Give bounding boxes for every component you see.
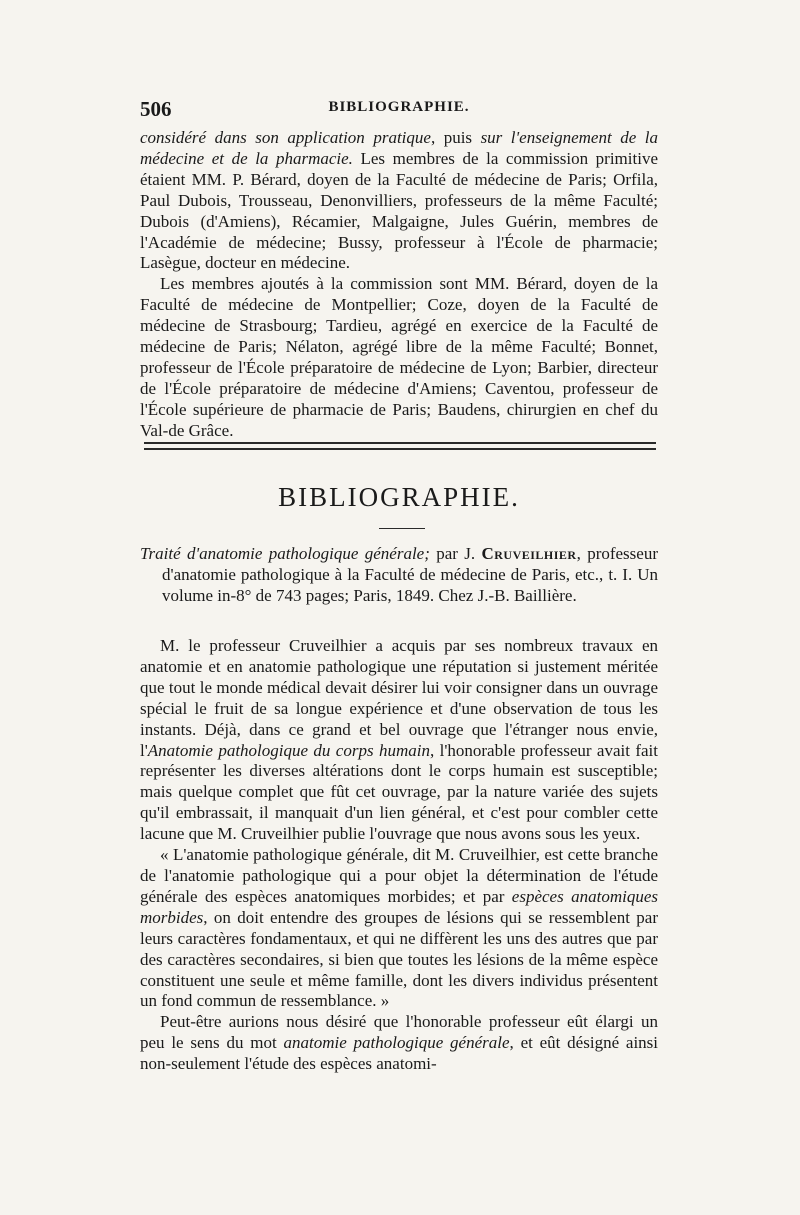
review-paragraph-2 xyxy=(140,845,658,1012)
commission-text xyxy=(140,128,658,442)
text-run: , l'honorable professeur avait fait représenter les diverses altérations dont le corps humain est susceptible; mais quelque complet que fût cet ouvrage, par la nature variée des sujets qu'il embrassait, il manquait d'un lien général, et c'est pour combler cette lacune que M. Cruveilhier publie l'ouvrage que nous avons sous les yeux. xyxy=(140,740,658,844)
running-title: BIBLIOGRAPHIE. xyxy=(328,99,470,115)
commission-paragraph-2: Les membres ajoutés à la commission sont MM. Bérard, doyen de la Faculté de médecine de Montpellier; Coze, doyen de la Faculté de médecine de Strasbourg; Tardieu, agrégé en exercice de la Faculté de médecine de Paris; Nélaton, agrégé libre de la même Faculté; Bonnet, professeur de l'École préparatoire de médecine de Lyon; Barbier, directeur de l'École préparatoire de médecine d'Amiens; Caventou, professeur de l'École supérieure de pharmacie de Paris; Baudens, chirurgien en chef du Val-de Grâce. xyxy=(140,274,658,440)
italic-phrase: anatomie pathologique générale xyxy=(283,1033,510,1053)
reference-details: , professeur d'anatomie pathologique à la Faculté de médecine de Paris, etc., t. I. Un volume in-8° de 743 pages; Paris, 1849. Chez J.-B. Baillière. xyxy=(162,544,658,605)
text-run: par J. xyxy=(429,544,482,563)
section-title: BIBLIOGRAPHIE. xyxy=(278,482,520,512)
short-rule-divider xyxy=(379,528,425,529)
text-run: , on doit entendre des groupes de lésions qui se ressemblent par leurs caractères fondamentaux, et qui ne diffèrent les uns des autres que par des caractères secondaires, si bien que toutes les lésions de la même espèce constituent une seule et même famille, dont les divers individus présentent un fond commun de ressemblance. » xyxy=(140,907,658,1011)
book-reference xyxy=(140,544,658,607)
running-head xyxy=(140,97,658,123)
text-run: Les membres de la commission primitive étaient MM. P. Bérard, doyen de la Faculté de médecine de Paris; Orfila, Paul Dubois, Trousseau, Denonvilliers, professeurs de la même Faculté; Dubois (d'Amiens), Récamier, Malgaigne, Jules Guérin, membres de l'Académie de médecine; Bussy, professeur à l'École de pharmacie; Lasègue, docteur en médecine. xyxy=(140,148,658,273)
italic-phrase: Anatomie pathologique du corps humain xyxy=(147,740,430,760)
review-paragraph-3 xyxy=(140,1012,658,1075)
review-paragraph-1 xyxy=(140,636,658,845)
italic-phrase: considéré dans son application pratique xyxy=(140,128,431,147)
text-run: M. le professeur Cruveilhier a acquis par ses nombreux travaux en anatomie et en anatomie pathologique une réputation si justement méritée que tout le monde médical devait désirer lui voir consigner dans un ouvrage spécial le fruit de sa longue expérience et d'une observation de tous les instants. Déjà, dans ce grand et bel ouvrage que l'étranger nous envie, l' xyxy=(140,636,658,760)
text-run: , puis xyxy=(430,128,481,147)
text-run: , et eût désigné ainsi non-seulement l'étude des espèces anatomi- xyxy=(140,1033,659,1074)
author-name: Cruveilhier xyxy=(481,544,577,563)
double-rule-divider xyxy=(144,442,656,450)
text-run: Peut-être aurions nous désiré que l'honorable professeur eût élargi un peu le sens du mot xyxy=(140,1012,658,1053)
commission-paragraph-1 xyxy=(140,128,658,274)
italic-phrase: sur l'enseignement de la médecine et de la pharmacie. xyxy=(140,128,658,168)
page-number: 506 xyxy=(140,97,172,121)
text-run: « L'anatomie pathologique générale, dit M. Cruveilhier, est cette branche de l'anatomie pathologique qui a pour objet la détermination de l'étude générale des espèces anatomiques morbides; et par xyxy=(140,845,658,906)
italic-phrase: espèces anatomiques morbides xyxy=(140,886,658,927)
book-title: Traité d'anatomie pathologique générale; xyxy=(140,544,430,563)
review-text xyxy=(140,636,658,1075)
